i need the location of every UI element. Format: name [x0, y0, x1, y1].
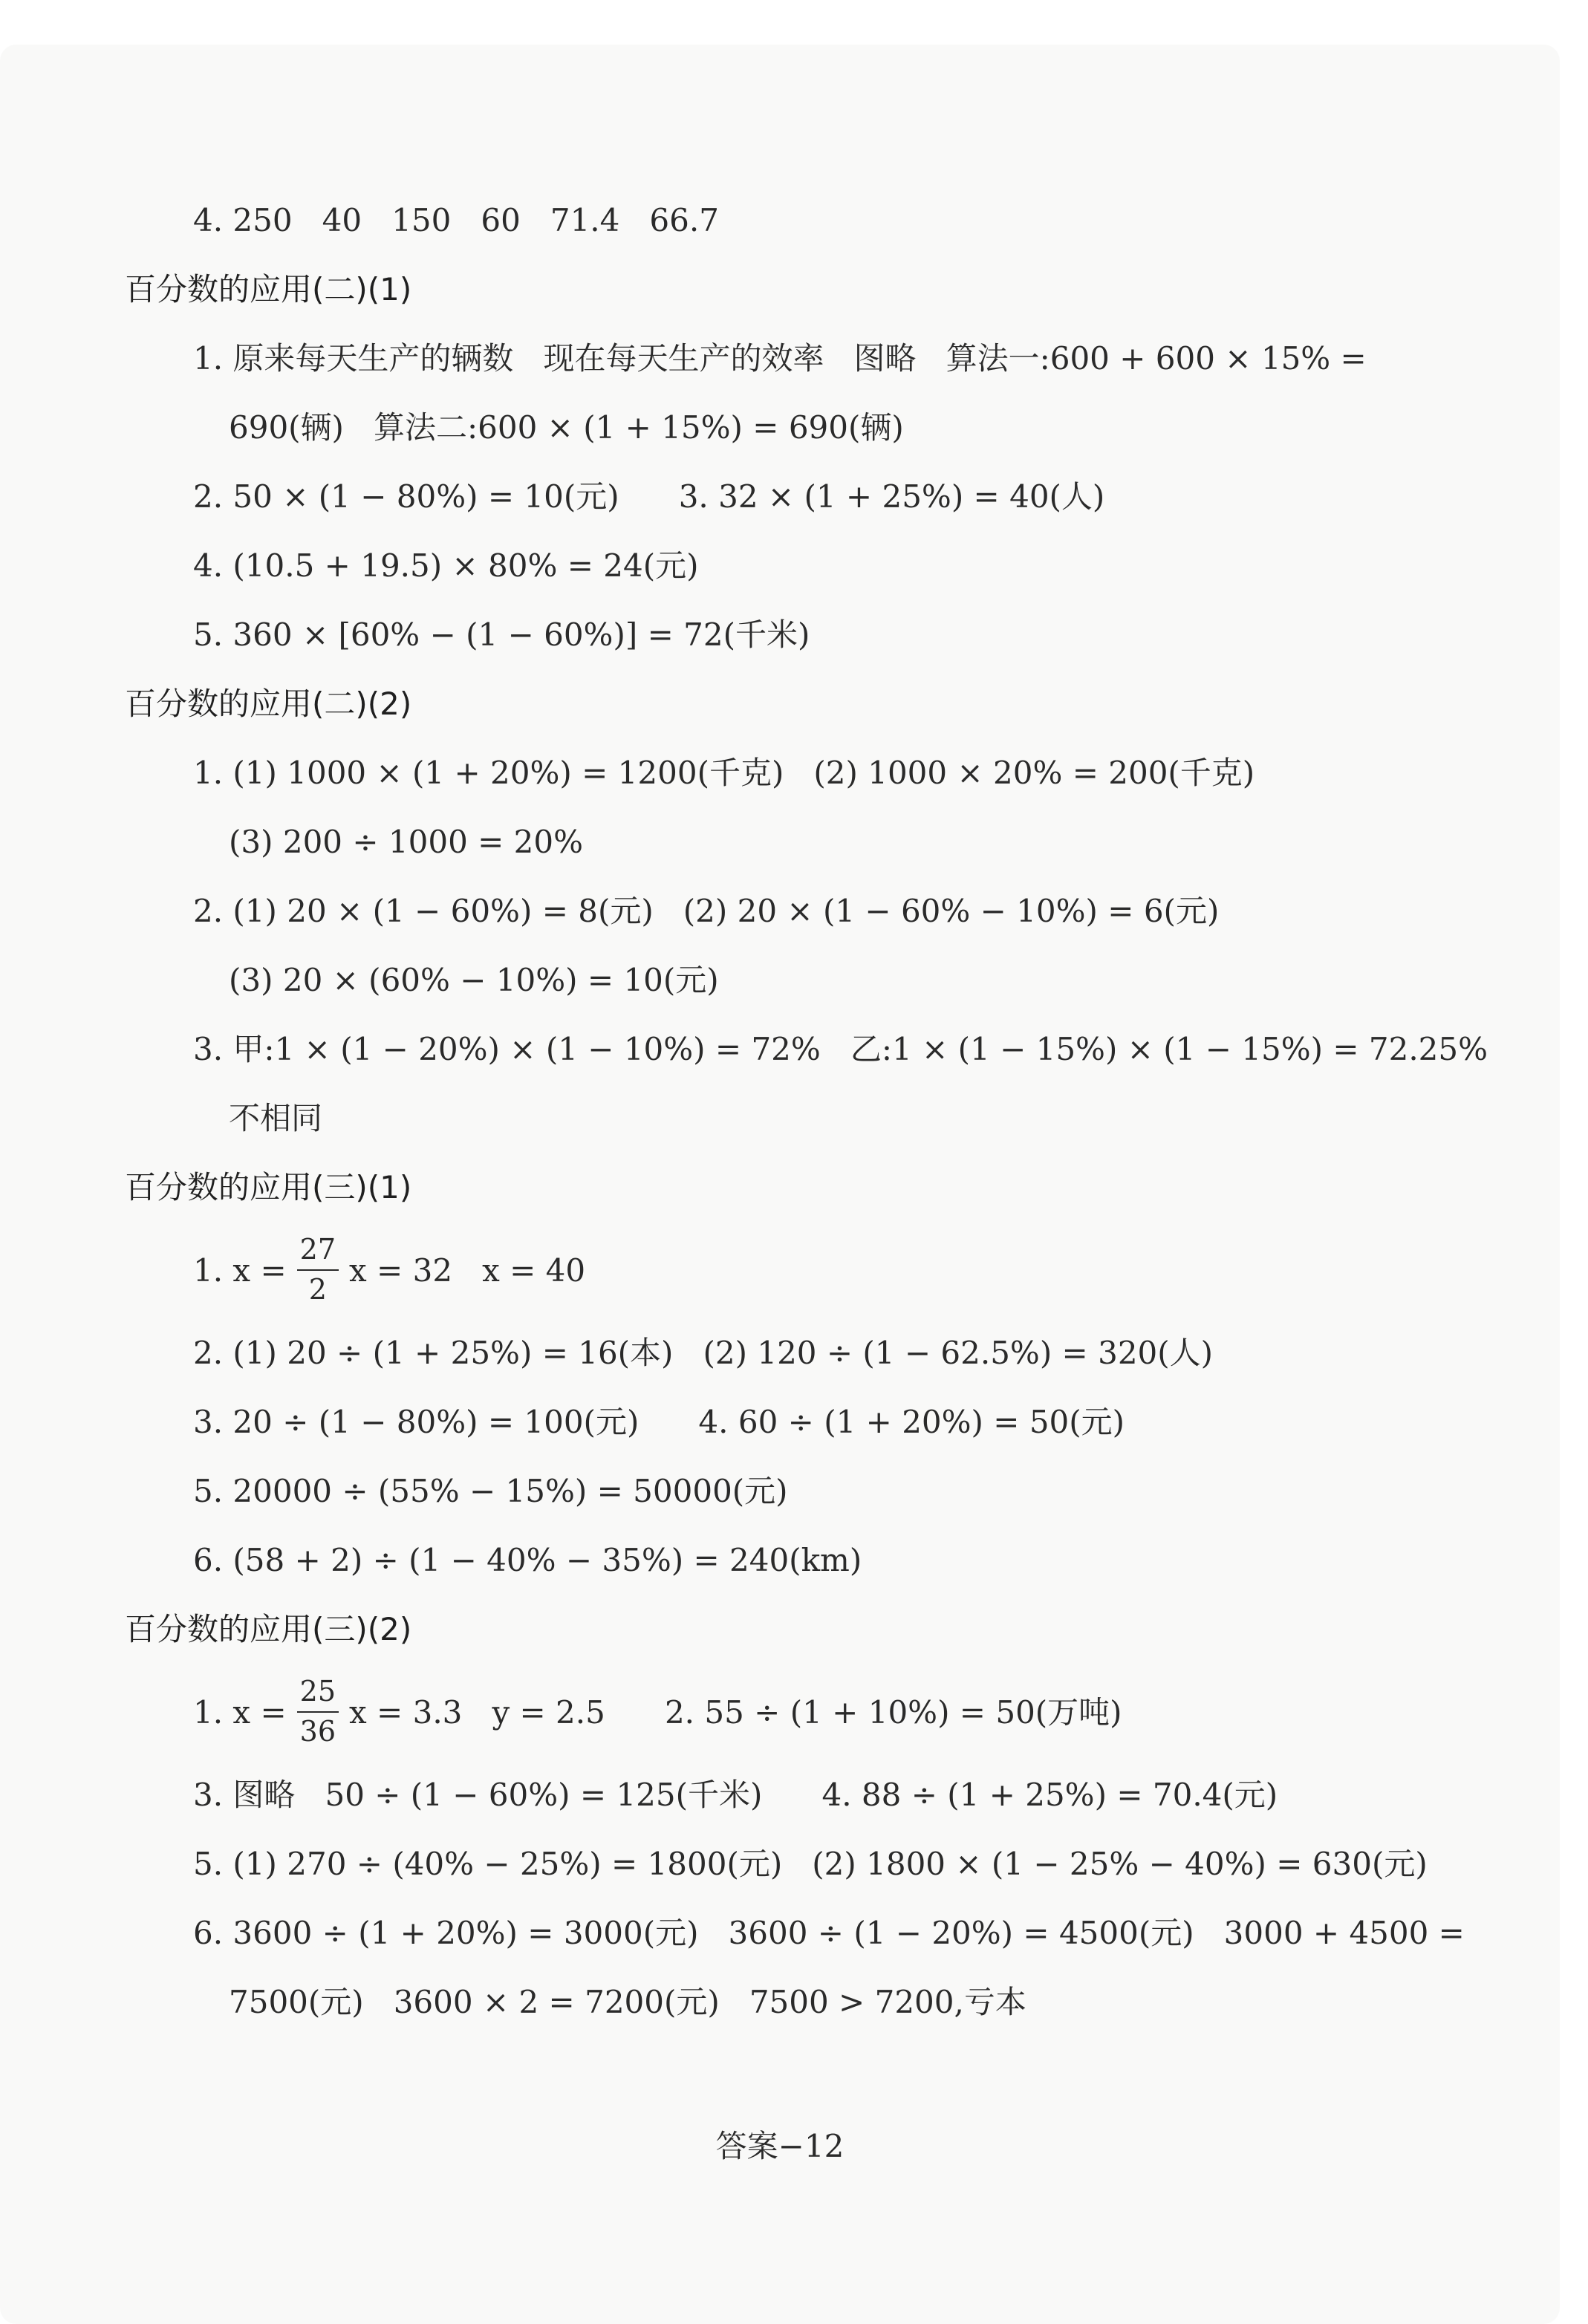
answer-line-1: 1. (1) 1000 × (1 + 20%) = 1200(千克) (2) 1000 × 20% = 200(千克) [193, 755, 1255, 791]
equation-rest: x = 3.3 y = 2.5 2. 55 ÷ (1 + 10%) = 50(万吨) [349, 1693, 1122, 1731]
equation-lhs: 1. x = [193, 1251, 287, 1289]
answer-content [125, 186, 1488, 2037]
answer-line-3-continued: 不相同 [229, 1100, 323, 1136]
answer-line-4: 4. 250 40 150 60 71.4 66.7 [193, 202, 719, 238]
section-heading-percent-application-2-1: 百分数的应用(二)(1) [125, 271, 412, 307]
fraction [297, 1234, 339, 1306]
answer-line-1-continued: 690(辆) 算法二:600 × (1 + 15%) = 690(辆) [229, 409, 904, 446]
answer-line-3: 3. 甲:1 × (1 − 20%) × (1 − 10%) = 72% 乙:1 × (1 − 15%) × (1 − 15%) = 72.25% [193, 1031, 1488, 1067]
fraction-numerator: 25 [297, 1676, 339, 1713]
fraction [297, 1676, 339, 1748]
fraction-denominator: 2 [308, 1273, 327, 1306]
answer-line-3-4: 3. 20 ÷ (1 − 80%) = 100(元) 4. 60 ÷ (1 + 20%) = 50(元) [193, 1404, 1125, 1440]
answer-line-6: 6. (58 + 2) ÷ (1 − 40% − 35%) = 240(km) [193, 1542, 862, 1578]
answer-line-1-continued: (3) 200 ÷ 1000 = 20% [229, 824, 584, 860]
answer-line-6: 6. 3600 ÷ (1 + 20%) = 3000(元) 3600 ÷ (1 − 20%) = 4500(元) 3000 + 4500 = [193, 1915, 1465, 1951]
answer-line-2-continued: (3) 20 × (60% − 10%) = 10(元) [229, 962, 719, 998]
answer-line-2-3: 2. 50 × (1 − 80%) = 10(元) 3. 32 × (1 + 25%) = 40(人) [193, 478, 1105, 515]
fraction-numerator: 27 [297, 1234, 339, 1271]
answer-line-5: 5. 20000 ÷ (55% − 15%) = 50000(元) [193, 1473, 788, 1509]
answer-line-1-fraction [193, 1222, 1454, 1318]
section-heading-percent-application-3-1: 百分数的应用(三)(1) [125, 1169, 412, 1205]
answer-line-5: 5. (1) 270 ÷ (40% − 25%) = 1800(元) (2) 1800 × (1 − 25% − 40%) = 630(元) [193, 1846, 1428, 1882]
fraction-denominator: 36 [299, 1715, 336, 1748]
section-heading-percent-application-2-2: 百分数的应用(二)(2) [125, 686, 412, 722]
answer-line-5: 5. 360 × [60% − (1 − 60%)] = 72(千米) [193, 616, 810, 653]
answer-line-3-4: 3. 图略 50 ÷ (1 − 60%) = 125(千米) 4. 88 ÷ (1 + 25%) = 70.4(元) [193, 1777, 1278, 1813]
section-heading-percent-application-3-2: 百分数的应用(三)(2) [125, 1611, 412, 1647]
answer-line-6-continued: 7500(元) 3600 × 2 = 7200(元) 7500 > 7200,亏本 [229, 1984, 1026, 2020]
answer-line-2: 2. (1) 20 ÷ (1 + 25%) = 16(本) (2) 120 ÷ (1 − 62.5%) = 320(人) [193, 1335, 1214, 1371]
answer-line-1-fraction [193, 1664, 1454, 1760]
answer-line-2: 2. (1) 20 × (1 − 60%) = 8(元) (2) 20 × (1 − 60% − 10%) = 6(元) [193, 893, 1220, 929]
equation-lhs: 1. x = [193, 1693, 287, 1731]
answer-line-1: 1. 原来每天生产的辆数 现在每天生产的效率 图略 算法一:600 + 600 × 15% = [193, 340, 1367, 377]
equation-rest: x = 32 x = 40 [349, 1251, 586, 1289]
page-footer: 答案−12 [715, 2128, 845, 2164]
answer-line-4: 4. (10.5 + 19.5) × 80% = 24(元) [193, 547, 699, 584]
